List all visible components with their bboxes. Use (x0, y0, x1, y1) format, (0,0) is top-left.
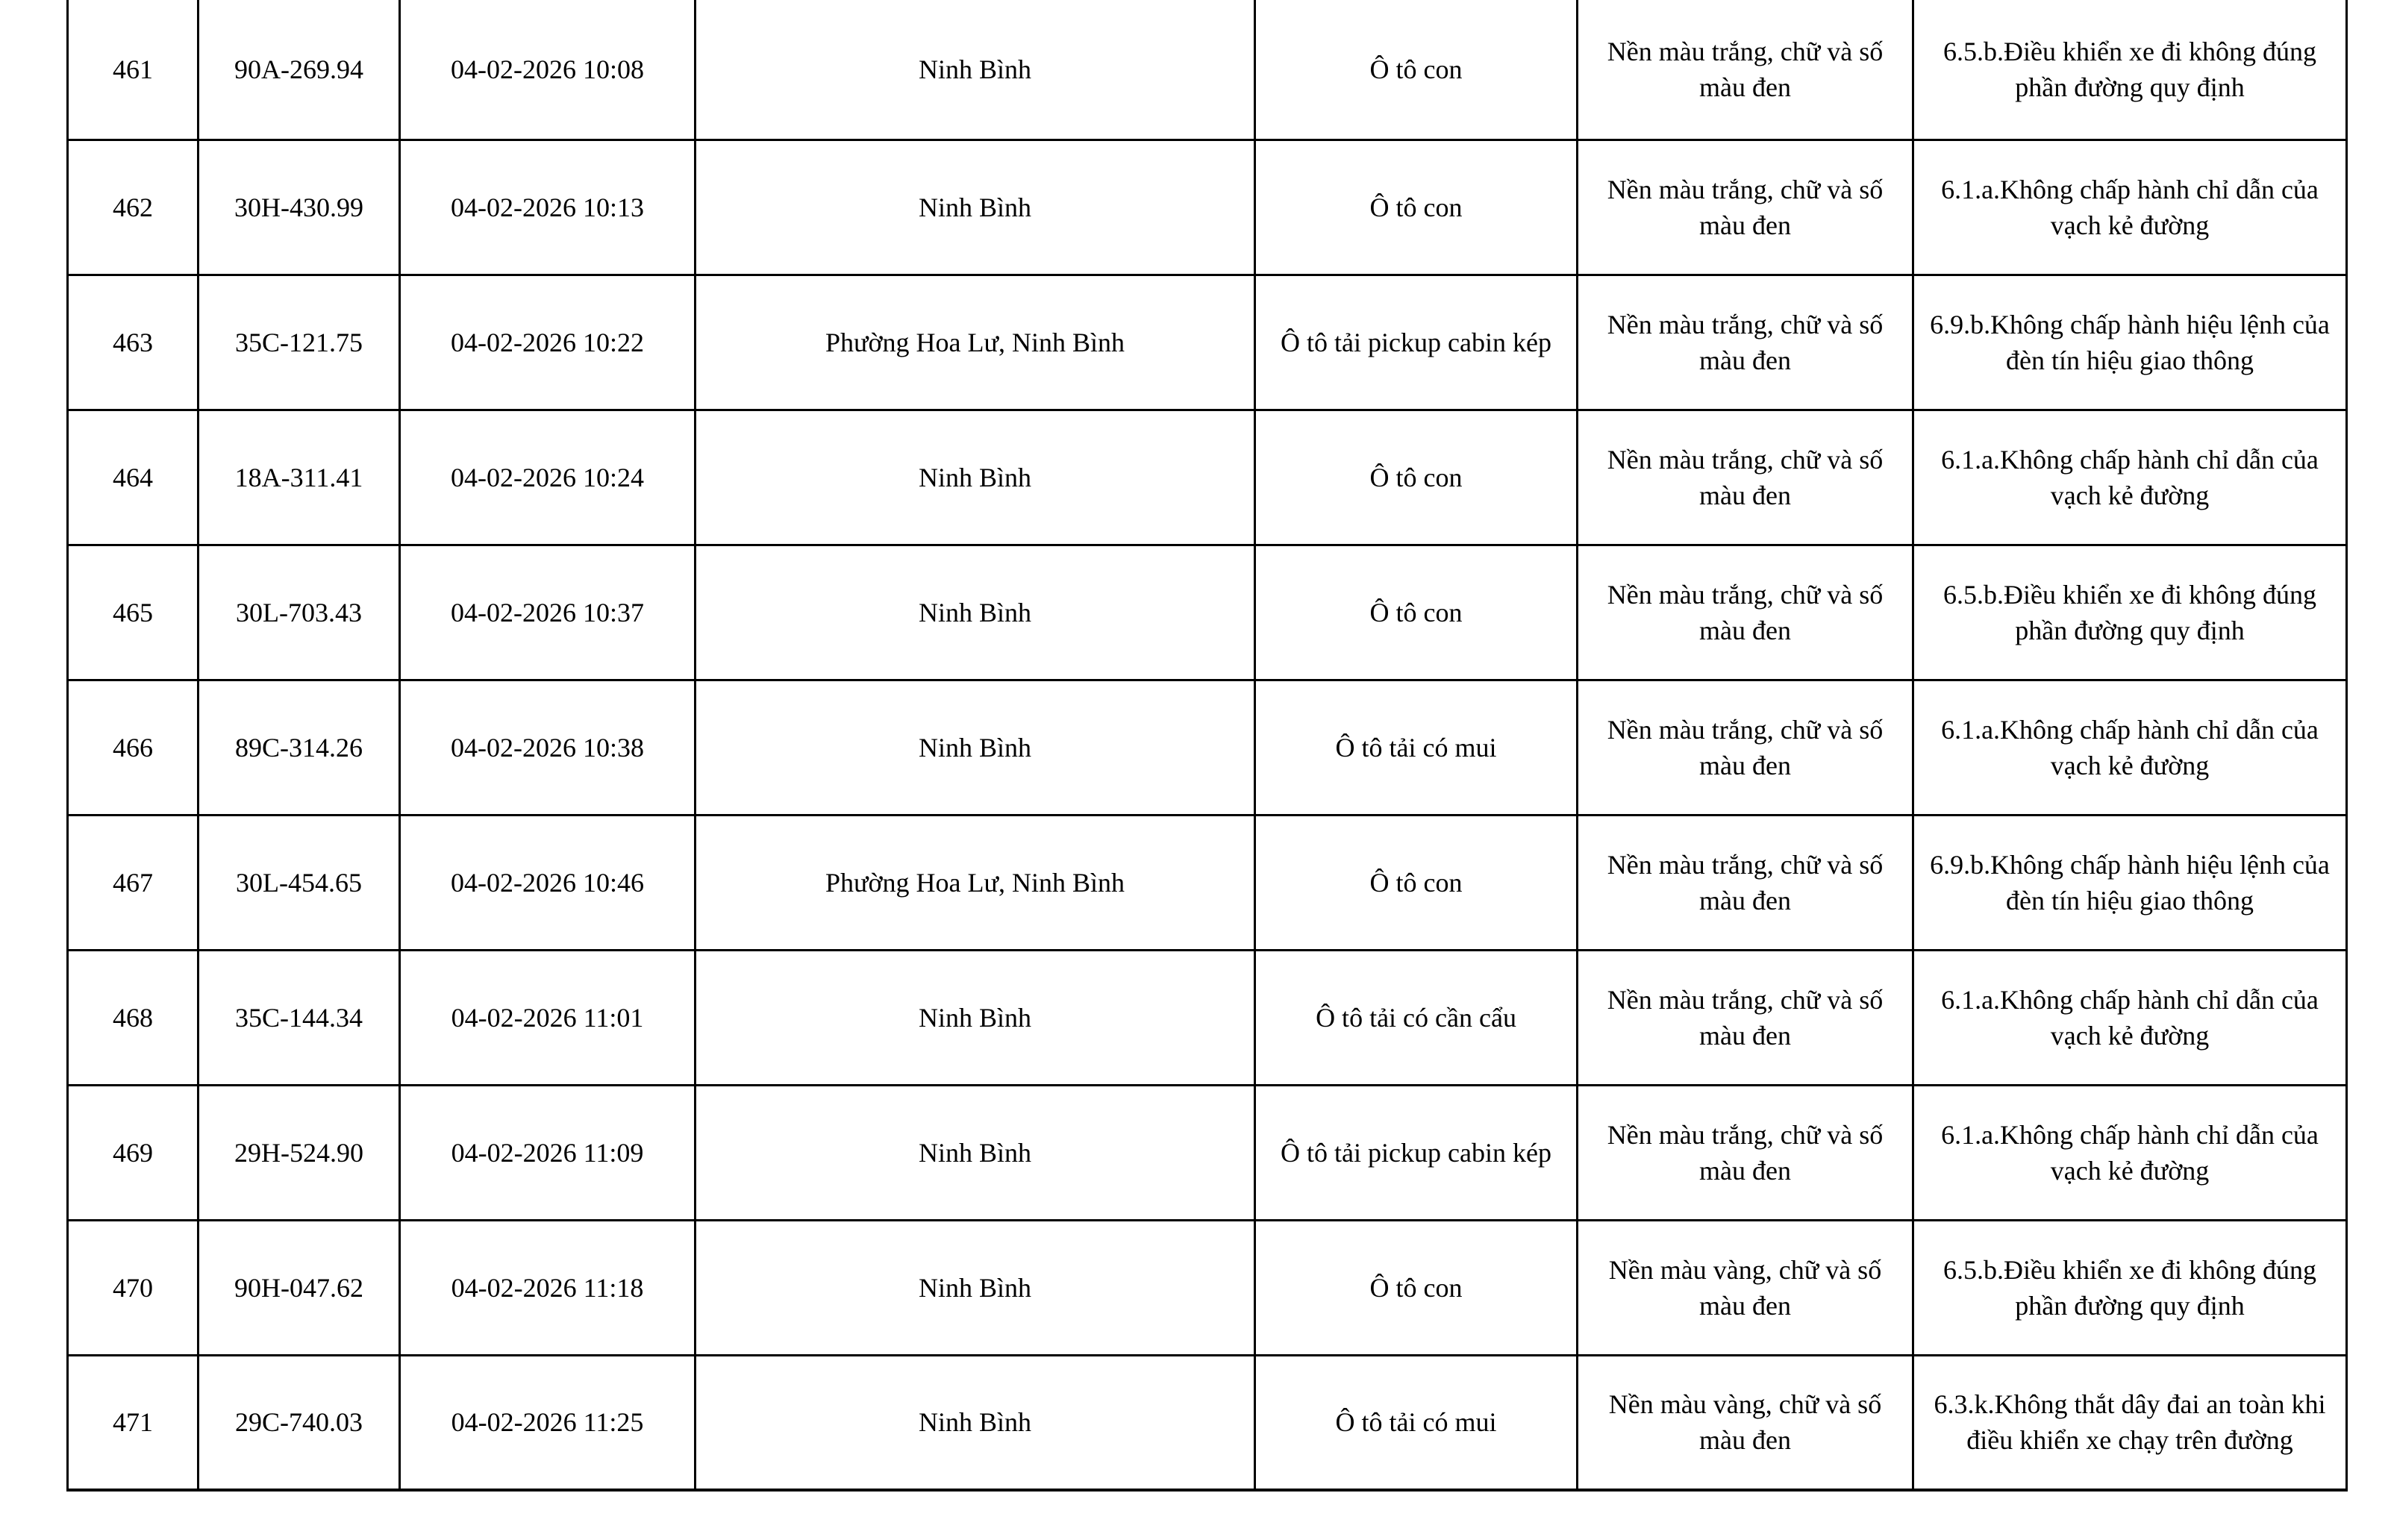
plate-color-cell: Nền màu trắng, chữ và số màu đen (1578, 0, 1913, 140)
license-plate-cell: 29H-524.90 (199, 1085, 400, 1220)
violation-description-cell: 6.3.k.Không thắt dây đai an toàn khi điều khiển xe chạy trên đường (1913, 1355, 2347, 1490)
vehicle-type-cell: Ô tô con (1255, 0, 1578, 140)
plate-color-cell: Nền màu trắng, chữ và số màu đen (1578, 815, 1913, 950)
vehicle-type-cell: Ô tô con (1255, 1220, 1578, 1355)
violation-description-cell: 6.9.b.Không chấp hành hiệu lệnh của đèn tín hiệu giao thông (1913, 815, 2347, 950)
row-number-cell: 470 (68, 1220, 199, 1355)
license-plate-cell: 18A-311.41 (199, 410, 400, 545)
vehicle-type-cell: Ô tô tải có cần cẩu (1255, 950, 1578, 1085)
violation-place-cell: Phường Hoa Lư, Ninh Bình (696, 815, 1255, 950)
table-row (68, 0, 2347, 140)
vehicle-type-cell: Ô tô con (1255, 140, 1578, 275)
row-number-cell: 468 (68, 950, 199, 1085)
violation-time-cell: 04-02-2026 10:08 (400, 0, 696, 140)
violation-place-cell: Ninh Bình (696, 950, 1255, 1085)
license-plate-cell: 35C-144.34 (199, 950, 400, 1085)
license-plate-cell: 35C-121.75 (199, 275, 400, 410)
row-number-cell: 461 (68, 0, 199, 140)
row-number-cell: 462 (68, 140, 199, 275)
plate-color-cell: Nền màu vàng, chữ và số màu đen (1578, 1220, 1913, 1355)
violation-place-cell: Phường Hoa Lư, Ninh Bình (696, 275, 1255, 410)
plate-color-cell: Nền màu trắng, chữ và số màu đen (1578, 140, 1913, 275)
license-plate-cell: 30L-703.43 (199, 545, 400, 680)
violation-description-cell: 6.1.a.Không chấp hành chỉ dẫn của vạch kẻ đường (1913, 410, 2347, 545)
row-number-cell: 467 (68, 815, 199, 950)
license-plate-cell: 30L-454.65 (199, 815, 400, 950)
vehicle-type-cell: Ô tô tải pickup cabin kép (1255, 275, 1578, 410)
violation-time-cell: 04-02-2026 10:24 (400, 410, 696, 545)
table-row (68, 680, 2347, 815)
violation-place-cell: Ninh Bình (696, 1355, 1255, 1490)
violation-place-cell: Ninh Bình (696, 410, 1255, 545)
vehicle-type-cell: Ô tô tải có mui (1255, 680, 1578, 815)
table-body (68, 0, 2347, 1490)
row-number-cell: 465 (68, 545, 199, 680)
table-row (68, 1355, 2347, 1490)
license-plate-cell: 90A-269.94 (199, 0, 400, 140)
violation-description-cell: 6.1.a.Không chấp hành chỉ dẫn của vạch kẻ đường (1913, 680, 2347, 815)
row-number-cell: 464 (68, 410, 199, 545)
plate-color-cell: Nền màu trắng, chữ và số màu đen (1578, 1085, 1913, 1220)
violation-description-cell: 6.1.a.Không chấp hành chỉ dẫn của vạch kẻ đường (1913, 950, 2347, 1085)
plate-color-cell: Nền màu trắng, chữ và số màu đen (1578, 545, 1913, 680)
row-number-cell: 469 (68, 1085, 199, 1220)
violation-time-cell: 04-02-2026 10:46 (400, 815, 696, 950)
violation-description-cell: 6.9.b.Không chấp hành hiệu lệnh của đèn tín hiệu giao thông (1913, 275, 2347, 410)
vehicle-type-cell: Ô tô tải pickup cabin kép (1255, 1085, 1578, 1220)
violation-time-cell: 04-02-2026 11:09 (400, 1085, 696, 1220)
table-row (68, 815, 2347, 950)
violation-time-cell: 04-02-2026 11:01 (400, 950, 696, 1085)
violation-description-cell: 6.5.b.Điều khiển xe đi không đúng phần đường quy định (1913, 1220, 2347, 1355)
table-row (68, 950, 2347, 1085)
violation-place-cell: Ninh Bình (696, 1220, 1255, 1355)
plate-color-cell: Nền màu trắng, chữ và số màu đen (1578, 950, 1913, 1085)
plate-color-cell: Nền màu vàng, chữ và số màu đen (1578, 1355, 1913, 1490)
vehicle-type-cell: Ô tô con (1255, 410, 1578, 545)
table-row (68, 1085, 2347, 1220)
row-number-cell: 471 (68, 1355, 199, 1490)
violation-time-cell: 04-02-2026 10:13 (400, 140, 696, 275)
violation-description-cell: 6.1.a.Không chấp hành chỉ dẫn của vạch kẻ đường (1913, 140, 2347, 275)
violation-place-cell: Ninh Bình (696, 0, 1255, 140)
row-number-cell: 466 (68, 680, 199, 815)
violation-place-cell: Ninh Bình (696, 1085, 1255, 1220)
row-number-cell: 463 (68, 275, 199, 410)
vehicle-type-cell: Ô tô tải có mui (1255, 1355, 1578, 1490)
license-plate-cell: 89C-314.26 (199, 680, 400, 815)
vehicle-type-cell: Ô tô con (1255, 815, 1578, 950)
violation-time-cell: 04-02-2026 10:22 (400, 275, 696, 410)
violation-time-cell: 04-02-2026 11:18 (400, 1220, 696, 1355)
violation-time-cell: 04-02-2026 10:37 (400, 545, 696, 680)
violation-description-cell: 6.5.b.Điều khiển xe đi không đúng phần đường quy định (1913, 0, 2347, 140)
violations-table (66, 0, 2348, 1492)
violation-time-cell: 04-02-2026 10:38 (400, 680, 696, 815)
plate-color-cell: Nền màu trắng, chữ và số màu đen (1578, 275, 1913, 410)
license-plate-cell: 30H-430.99 (199, 140, 400, 275)
violation-place-cell: Ninh Bình (696, 680, 1255, 815)
table-row (68, 545, 2347, 680)
table-row (68, 140, 2347, 275)
vehicle-type-cell: Ô tô con (1255, 545, 1578, 680)
violation-place-cell: Ninh Bình (696, 545, 1255, 680)
plate-color-cell: Nền màu trắng, chữ và số màu đen (1578, 410, 1913, 545)
table-row (68, 275, 2347, 410)
violation-description-cell: 6.1.a.Không chấp hành chỉ dẫn của vạch kẻ đường (1913, 1085, 2347, 1220)
license-plate-cell: 90H-047.62 (199, 1220, 400, 1355)
table-row (68, 1220, 2347, 1355)
license-plate-cell: 29C-740.03 (199, 1355, 400, 1490)
violation-time-cell: 04-02-2026 11:25 (400, 1355, 696, 1490)
violation-place-cell: Ninh Bình (696, 140, 1255, 275)
violation-description-cell: 6.5.b.Điều khiển xe đi không đúng phần đường quy định (1913, 545, 2347, 680)
table-row (68, 410, 2347, 545)
plate-color-cell: Nền màu trắng, chữ và số màu đen (1578, 680, 1913, 815)
